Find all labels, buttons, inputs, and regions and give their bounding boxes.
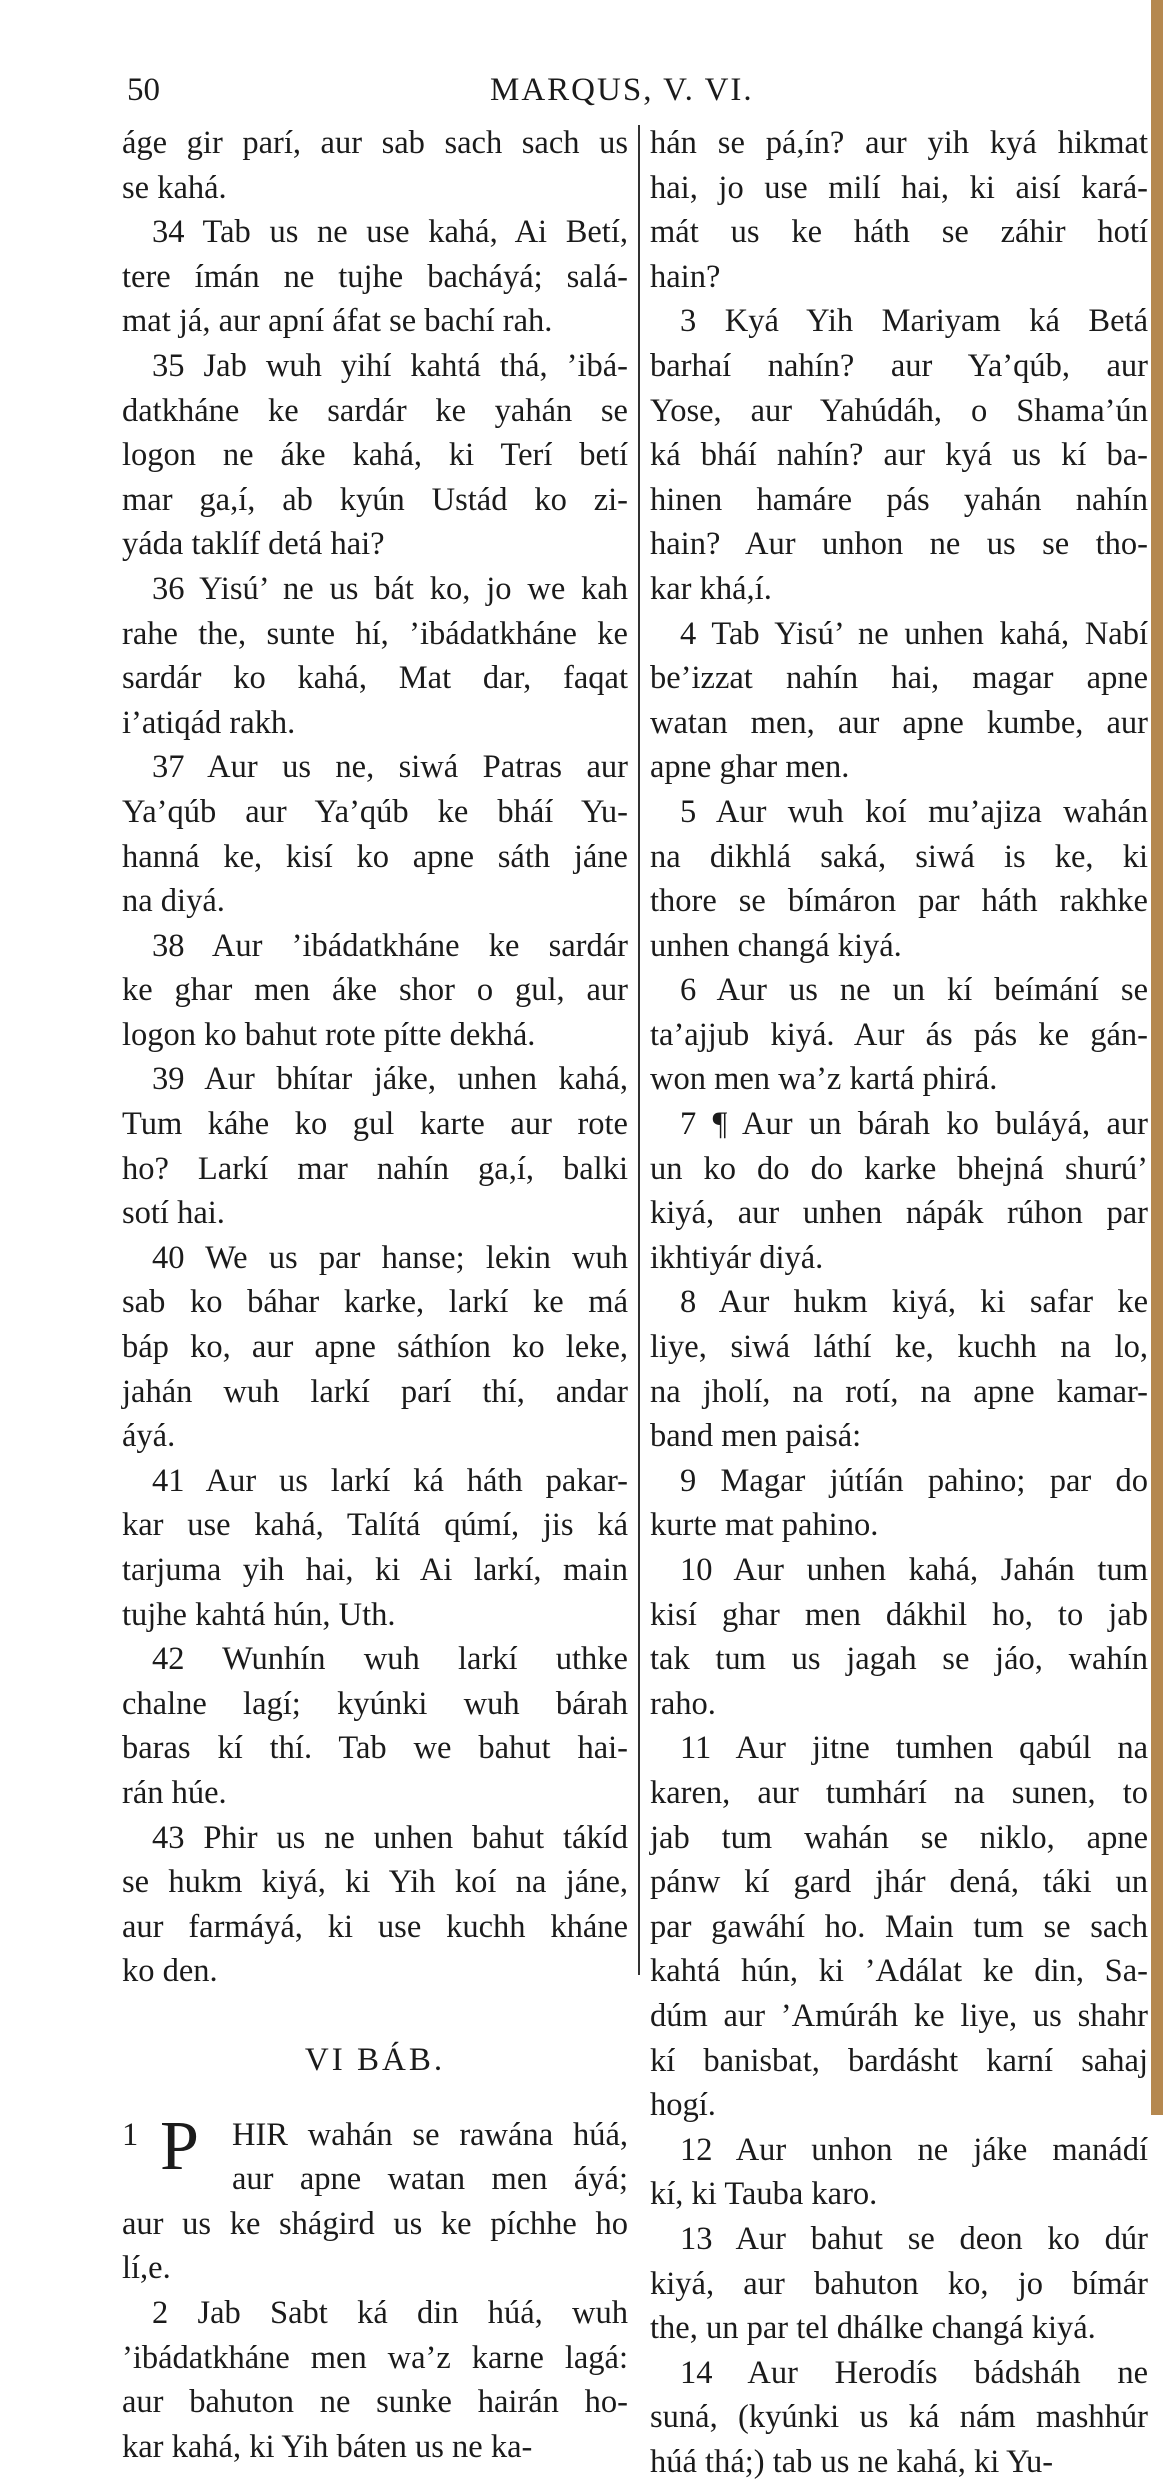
text-line: yáda taklíf detá hai? — [122, 526, 385, 563]
text-line: sab ko báhar karke, larkí ke má — [122, 1284, 628, 1321]
text-line: won men wa’z kartá phirá. — [650, 1061, 998, 1098]
text-line: rán húe. — [122, 1774, 227, 1811]
text-line: un ko do do karke bhejná shurú’ — [650, 1150, 1148, 1187]
text-line: kar khá,í. — [650, 570, 772, 607]
text-line: tak tum us jagah se jáo, wahín — [650, 1641, 1148, 1678]
text-line: ta’ajjub kiyá. Aur ás pás ke gán- — [650, 1016, 1148, 1053]
text-line: 43 Phir us ne unhen bahut tákíd — [152, 1819, 628, 1856]
text-line: tujhe kahtá hún, Uth. — [122, 1596, 396, 1633]
text-line: ko den. — [122, 1953, 218, 1990]
text-line: rahe the, sunte hí, ’ibádatkháne ke — [122, 615, 628, 652]
right-text-block — [650, 121, 1148, 2484]
text-line: sardár ko kahá, Mat dar, faqat — [122, 660, 628, 697]
verse-1-number: 1 — [122, 2116, 139, 2153]
text-line: kiyá, aur unhen nápák rúhon par — [650, 1195, 1148, 1232]
text-line: kí, ki Tauba karo. — [650, 2176, 878, 2213]
verse-1-line-1: HIR wahán se rawána húá, — [232, 2116, 628, 2153]
text-line: tarjuma yih hai, ki Ai larkí, main — [122, 1552, 628, 1588]
text-line: band men paisá: — [650, 1418, 862, 1455]
text-line: apne ghar men. — [650, 749, 850, 786]
page-number: 50 — [127, 72, 160, 108]
text-line: 34 Tab us ne use kahá, Ai Betí, — [152, 214, 628, 251]
text-line: logon ko bahut rote pítte dekhá. — [122, 1016, 536, 1053]
text-line: aur us ke shágird us ke píchhe ho — [122, 2205, 628, 2242]
text-line: the, un par tel dhálke changá kiyá. — [650, 2310, 1096, 2347]
running-head: MARQUS, V. VI. — [490, 72, 754, 108]
page-edge — [1151, 0, 1163, 2115]
verse-1-opening — [122, 2107, 628, 2202]
text-line: barhaí nahín? aur Ya’qúb, aur — [650, 347, 1148, 384]
left-column — [122, 121, 628, 2469]
text-line: hai, jo use milí hai, ki aisí kará- — [650, 169, 1148, 206]
text-line: mar ga,í, ab kyún Ustád ko zi- — [122, 481, 628, 518]
text-line: thore se bímáron par háth rakhke — [650, 883, 1148, 920]
text-line: 37 Aur us ne, siwá Patras aur — [152, 749, 628, 786]
text-line: unhen changá kiyá. — [650, 927, 902, 964]
text-line: hinen hamáre pás yahán nahín — [650, 481, 1148, 518]
text-line: 12 Aur unhon ne jáke manádí — [680, 2131, 1148, 2168]
text-line: par gawáhí ho. Main tum se sach — [650, 1908, 1148, 1945]
text-line: ’ibádatkháne men wa’z karne lagá: — [122, 2339, 628, 2376]
text-line: Tum káhe ko gul karte aur rote — [122, 1106, 628, 1143]
text-line: 8 Aur hukm kiyá, ki safar ke — [680, 1284, 1148, 1321]
text-line: 14 Aur Herodís bádsháh ne — [680, 2354, 1148, 2391]
text-line: kar kahá, ki Yih báten us ne ka- — [122, 2428, 533, 2465]
text-line: watan men, aur apne kumbe, aur — [650, 704, 1148, 741]
verse-1-line-2: aur apne watan men áyá; — [232, 2161, 628, 2198]
text-line: 9 Magar jútíán pahino; par do — [680, 1462, 1148, 1499]
text-line: 5 Aur wuh koí mu’ajiza wahán — [680, 793, 1148, 830]
text-line: 7 ¶ Aur un bárah ko buláyá, aur — [680, 1106, 1148, 1143]
text-line: ho? Larkí mar nahín ga,í, balki — [122, 1150, 628, 1187]
text-line: suná, (kyúnki us ká nám mashhúr — [650, 2399, 1148, 2436]
text-line: 35 Jab wuh yihí kahtá thá, ’ibá- — [152, 347, 628, 384]
text-line: baras kí thí. Tab we bahut hai- — [122, 1730, 628, 1767]
text-line: 11 Aur jitne tumhen qabúl na — [680, 1730, 1148, 1767]
text-line: ká bháí nahín? aur kyá us kí ba- — [650, 437, 1148, 474]
text-line: 38 Aur ’ibádatkháne ke sardár — [152, 927, 628, 964]
text-line: 36 Yisú’ ne us bát ko, jo we kah — [152, 570, 628, 607]
text-line: kurte mat pahino. — [650, 1507, 879, 1544]
text-line: liye, siwá láthí ke, kuchh na lo, — [650, 1329, 1148, 1366]
text-line: 40 We us par hanse; lekin wuh — [152, 1239, 628, 1276]
text-line: 4 Tab Yisú’ ne unhen kahá, Nabí — [680, 615, 1148, 652]
text-line: i’atiqád rakh. — [122, 704, 296, 741]
text-line: be’izzat nahín hai, magar apne — [650, 660, 1148, 697]
text-line: Yose, aur Yahúdáh, o Shama’ún — [650, 392, 1148, 429]
text-line: hain? Aur unhon ne us se tho- — [650, 526, 1148, 563]
text-line: aur farmáyá, ki use kuchh kháne — [122, 1908, 628, 1945]
text-line: mát us ke háth se záhir hotí — [650, 214, 1148, 251]
text-line: ke ghar men áke shor o gul, aur — [122, 972, 628, 1009]
text-line: áge gir parí, aur sab sach sach us — [122, 125, 628, 161]
text-line: logon ne áke kahá, ki Terí betí — [122, 437, 628, 474]
text-line: 3 Kyá Yih Mariyam ká Betá — [680, 303, 1148, 340]
column-divider — [638, 125, 640, 1975]
text-line: 41 Aur us larkí ká háth pakar- — [152, 1462, 628, 1499]
text-line: kar use kahá, Talítá qúmí, jis ká — [122, 1507, 628, 1544]
text-line: hanná ke, kisí ko apne sáth jáne — [122, 838, 628, 875]
text-line: kahtá hún, ki ’Adálat ke din, Sa- — [650, 1953, 1148, 1990]
right-column — [650, 121, 1148, 2484]
text-line: 39 Aur bhítar jáke, unhen kahá, — [152, 1061, 628, 1098]
text-line: kisí ghar men dákhil ho, to jab — [650, 1596, 1148, 1633]
text-line: 42 Wunhín wuh larkí uthke — [152, 1641, 628, 1678]
text-line: karen, aur tumhárí na sunen, to — [650, 1774, 1148, 1811]
text-line: se hukm kiyá, ki Yih koí na jáne, — [122, 1864, 628, 1901]
text-line: raho. — [650, 1685, 716, 1722]
text-line: 10 Aur unhen kahá, Jahán tum — [680, 1552, 1148, 1588]
text-line: jahán wuh larkí parí thí, andar — [122, 1373, 628, 1410]
text-line: chalne lagí; kyúnki wuh bárah — [122, 1685, 628, 1722]
text-line: mat já, aur apní áfat se bachí rah. — [122, 303, 553, 340]
text-line: dúm aur ’Amúráh ke liye, us shahr — [650, 1997, 1148, 2034]
text-line: húá thá;) tab us ne kahá, ki Yu- — [650, 2443, 1054, 2480]
text-line: kí banisbat, bardásht karní sahaj — [650, 2042, 1148, 2079]
left-text-block-2 — [122, 2202, 628, 2470]
text-line: 13 Aur bahut se deon ko dúr — [680, 2220, 1148, 2257]
text-line: na dikhlá saká, siwá is ke, ki — [650, 838, 1148, 875]
text-line: kiyá, aur bahuton ko, jo bímár — [650, 2265, 1148, 2302]
text-line: 2 Jab Sabt ká din húá, wuh — [152, 2294, 628, 2331]
text-line: báp ko, aur apne sáthíon ko leke, — [122, 1329, 628, 1366]
text-line: hán se pá,ín? aur yih kyá hikmat — [650, 125, 1148, 161]
text-line: datkháne ke sardár ke yahán se — [122, 392, 628, 429]
text-line: aur bahuton ne sunke hairán ho- — [122, 2384, 628, 2421]
text-line: áyá. — [122, 1418, 176, 1455]
text-line: Ya’qúb aur Ya’qúb ke bháí Yu- — [122, 793, 628, 830]
chapter-heading: VI BÁB. — [304, 2041, 446, 2078]
text-line: 6 Aur us ne un kí beímání se — [680, 972, 1148, 1009]
left-text-block-1 — [122, 121, 628, 1994]
text-line: lí,e. — [122, 2250, 171, 2287]
text-line: sotí hai. — [122, 1195, 225, 1232]
text-line: pánw kí gard jhár dená, táki un — [650, 1864, 1148, 1901]
text-line: jab tum wahán se niklo, apne — [650, 1819, 1148, 1856]
text-line: se kahá. — [122, 169, 227, 206]
text-line: na jholí, na rotí, na apne kamar- — [650, 1373, 1148, 1410]
text-line: ikhtiyár diyá. — [650, 1239, 824, 1276]
text-line: hain? — [650, 258, 721, 295]
text-line: na diyá. — [122, 883, 225, 920]
drop-cap: P — [160, 2107, 199, 2185]
text-line: hogí. — [650, 2087, 716, 2124]
text-line: tere ímán ne tujhe bacháyá; salá- — [122, 258, 628, 295]
